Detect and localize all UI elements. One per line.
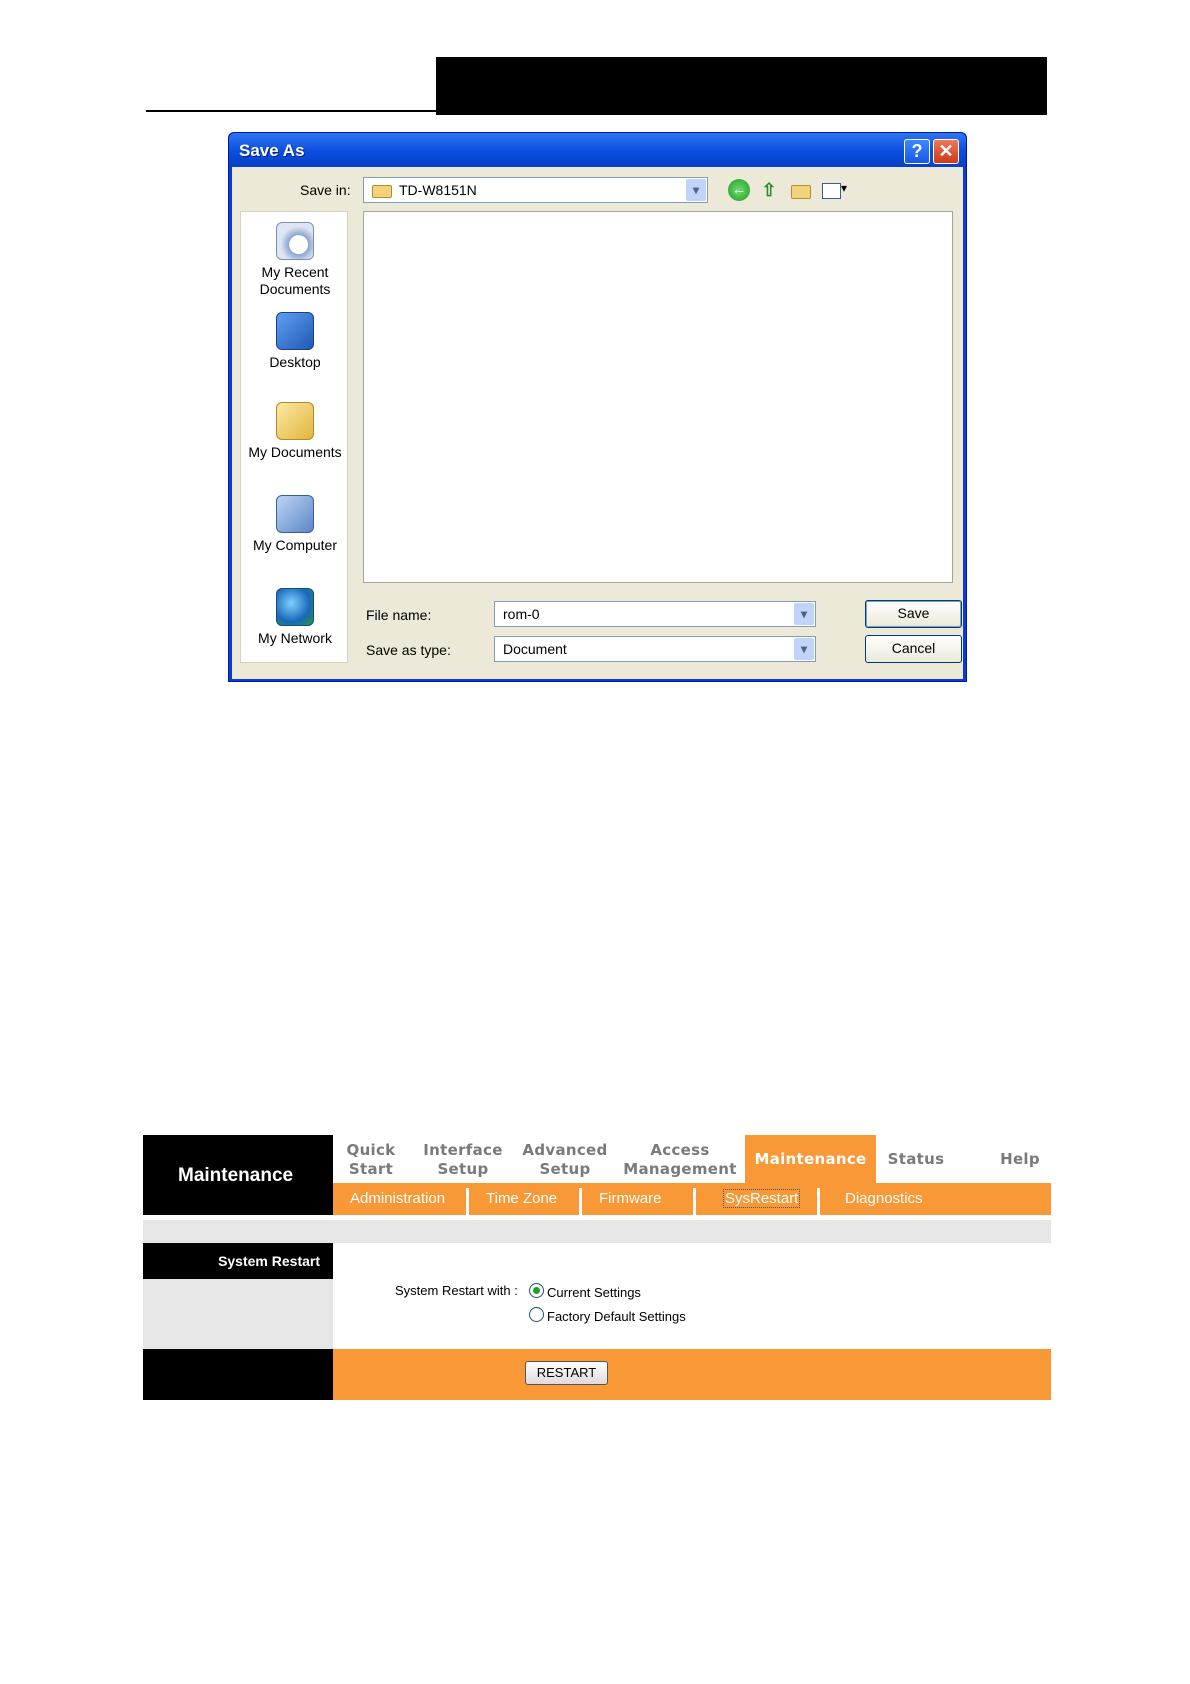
panel-title: System Restart [218,1253,320,1269]
subnav-divider [466,1188,469,1215]
current-settings-label[interactable]: Current Settings [547,1285,641,1300]
router-maintenance-panel [143,1135,1051,1400]
dialog-title-bar[interactable] [229,133,966,167]
file-list[interactable] [363,211,953,583]
chevron-down-icon[interactable]: ▾ [686,179,706,201]
factory-default-label[interactable]: Factory Default Settings [547,1309,686,1324]
recent-documents-icon [276,222,314,260]
views-menu-icon[interactable] [821,179,851,201]
tab-status[interactable]: Status [887,1150,945,1168]
file-name-label: File name: [366,607,432,623]
file-name-field[interactable] [494,601,816,627]
save-as-type-dropdown[interactable] [494,636,816,662]
chevron-down-icon[interactable]: ▾ [794,603,814,625]
section-title: Maintenance [178,1165,294,1186]
file-name-value: rom-0 [503,606,540,622]
save-as-dialog [228,132,967,682]
subtab-diagnostics[interactable]: Diagnostics [845,1190,923,1207]
save-in-label: Save in: [300,182,351,198]
place-label: My Documents [248,444,342,460]
subnav-divider [693,1188,696,1215]
subnav-divider [579,1188,582,1215]
current-settings-radio[interactable] [529,1283,544,1298]
tab-maintenance[interactable]: Maintenance [745,1135,876,1183]
place-my-documents[interactable] [241,402,349,461]
subnav-divider [817,1188,820,1215]
place-my-computer[interactable] [241,495,349,554]
panel-title-cell [143,1243,333,1279]
footer-bar [333,1349,1051,1400]
place-label: My Recent Documents [259,264,331,297]
panel-side-cell [143,1279,333,1349]
place-label: My Network [258,630,332,646]
subtab-firmware[interactable]: Firmware [599,1190,662,1207]
subtab-sysrestart[interactable]: SysRestart [725,1190,799,1207]
place-desktop[interactable] [241,312,349,371]
close-button[interactable]: ✕ [933,139,959,164]
dialog-body [232,167,963,679]
factory-default-radio[interactable] [529,1307,544,1322]
place-label: My Computer [252,537,338,553]
my-network-icon [276,588,314,626]
separator-strip [143,1220,1051,1243]
cancel-button[interactable]: Cancel [865,635,962,663]
back-icon[interactable]: ← [728,179,750,201]
folder-icon [372,185,392,198]
save-in-value: TD-W8151N [399,182,477,198]
section-logo [143,1135,333,1215]
new-folder-icon[interactable] [789,179,811,201]
sub-nav [333,1183,1051,1215]
tab-quick-start[interactable]: Quick Start [346,1141,396,1178]
up-folder-icon[interactable]: ⇧ [761,180,777,200]
header-bar [436,57,1047,115]
save-button[interactable]: Save [865,600,962,628]
tab-access-management[interactable]: Access Management [623,1141,737,1178]
place-label: Desktop [269,354,321,370]
main-nav [333,1135,1051,1183]
subtab-administration[interactable]: Administration [350,1190,446,1207]
header-rule [146,110,436,112]
places-bar [240,211,348,663]
subtab-time-zone[interactable]: Time Zone [486,1190,558,1207]
save-in-dropdown[interactable] [363,177,708,203]
desktop-icon [276,312,314,350]
restart-button[interactable]: RESTART [525,1361,608,1385]
save-as-type-value: Document [503,641,567,657]
my-documents-icon [276,402,314,440]
tab-advanced-setup[interactable]: Advanced Setup [522,1141,608,1178]
place-my-recent-documents[interactable] [241,222,349,298]
chevron-down-icon[interactable]: ▾ [794,638,814,660]
tab-help[interactable]: Help [1000,1150,1040,1168]
save-as-type-label: Save as type: [366,642,451,658]
footer-left-cell [143,1349,333,1400]
restart-with-label: System Restart with : [395,1283,518,1298]
dialog-title: Save As [239,141,305,160]
help-button[interactable]: ? [904,139,930,164]
tab-interface-setup[interactable]: Interface Setup [423,1141,503,1178]
my-computer-icon [276,495,314,533]
place-my-network[interactable] [241,588,349,647]
